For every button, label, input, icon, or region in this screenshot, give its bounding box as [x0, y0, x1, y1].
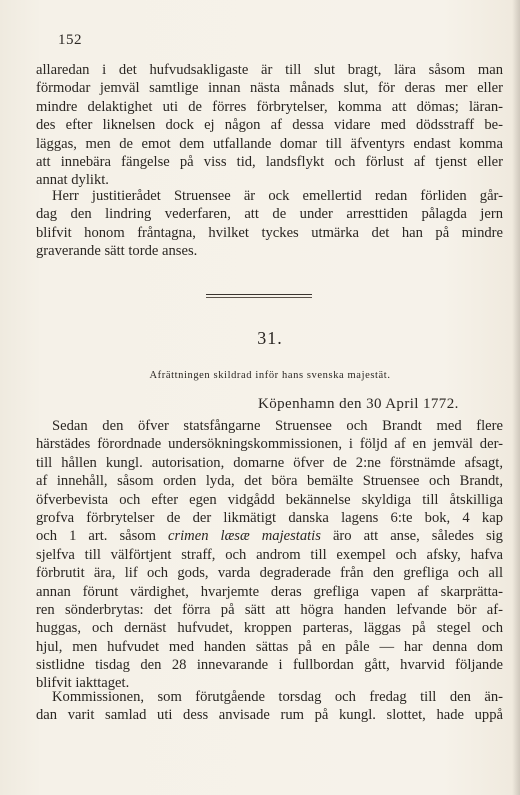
text-line: graverande sätt torde anses.	[36, 243, 198, 260]
section-number: 31.	[257, 328, 283, 348]
text-line: sistlidne tisdag den 28 innevarande i fullbordan gått, hvarvid följande	[36, 657, 503, 674]
text-line-with-latin	[36, 527, 503, 545]
text-segment: äro att anse, således sig	[320, 528, 503, 545]
section-divider-rule	[206, 294, 312, 295]
text-line: förbrutit ära, lif och gods, varda degraderade från den grefliga och all	[36, 565, 503, 582]
text-line: till hållen kungl. autorisation, domarne öfver de 2:ne förstnämde afsagt,	[36, 454, 503, 471]
latin-phrase: crimen læsæ majestatis	[167, 528, 321, 545]
text-segment: och 1 art. såsom	[36, 528, 168, 545]
dateline: Köpenhamn den 30 April 1772.	[258, 396, 459, 412]
paragraph-4	[36, 688, 503, 725]
text-line: grofva förbrytelser de der likmätigt danska lagens 6:te bok, 4 kap	[36, 509, 503, 526]
text-line: annan förunt värdighet, hvarjemte deras grefliga vapen af skarprätta-	[36, 583, 503, 600]
text-line: öfverbevista och efter egen vidgådd bekännelse skyldiga till åtskilliga	[36, 491, 503, 508]
paragraph-3	[36, 417, 503, 693]
text-line: mindre delaktighet uti de förres förbrytelser, komma att dömas; läran-	[36, 98, 503, 115]
text-line: des efter liknelsen dock ej någon af dessa vidare med dödsstraff be-	[36, 117, 503, 134]
page-edge-shadow	[512, 0, 520, 795]
text-line: läggas, men de emot dem utfallande domar till äfventyrs endast komma	[36, 135, 503, 152]
text-line: Sedan den öfver statsfångarne Struensee och Brandt med flere	[52, 418, 503, 434]
text-line: att innebära fängelse på viss tid, landsflykt och förlust af tjenst eller	[36, 153, 503, 170]
text-line: huggas, och dernäst hufvudet, kroppen parteras, läggas på stegel och	[36, 620, 503, 637]
text-line: annat dylikt.	[36, 172, 109, 189]
text-line: blifvit iakttaget.	[36, 675, 130, 692]
text-line: af innehåll, såsom orden lyda, det böra bemälte Struensee och Brandt,	[36, 473, 503, 490]
text-line: allaredan i det hufvudsakligaste är till slut bragt, lära såsom man	[36, 62, 503, 78]
paragraph-2	[36, 187, 503, 261]
text-line: förmodar jemväl samtlige innan nästa månads slut, för deras mer eller	[36, 80, 503, 97]
text-line: hjul, men hufvudet med handen sättas på en påle — har denna dom	[36, 638, 503, 655]
text-line: dan varit samlad uti dess anvisade rum på kungl. slottet, hade uppå	[36, 707, 503, 724]
text-line: härstädes förordnade undersökningskommissionen, i följd af en jemväl der-	[36, 436, 503, 453]
text-line: ren sönderbrytas: det förra på sätt att högra handen lefvande bör af-	[36, 601, 503, 618]
paragraph-1	[36, 61, 503, 190]
section-caption: Afrättningen skildrad inför hans svenska majestät.	[149, 370, 391, 381]
text-line: Herr justitierådet Struensee är ock emellertid redan förliden går-	[52, 188, 503, 204]
text-line: blifvit honom fråntagna, hvilket tyckes utmärka det han på mindre	[36, 224, 503, 241]
text-line: sjelfva till välförtjent straff, och androm till exempel och afsky, hafva	[36, 546, 503, 563]
text-line: Kommissionen, som förutgående torsdag och fredag till den än-	[52, 689, 503, 705]
text-line: dag den lindring vederfaren, att de under arresttiden pålagda jern	[36, 206, 503, 223]
page-number: 152	[58, 32, 82, 48]
